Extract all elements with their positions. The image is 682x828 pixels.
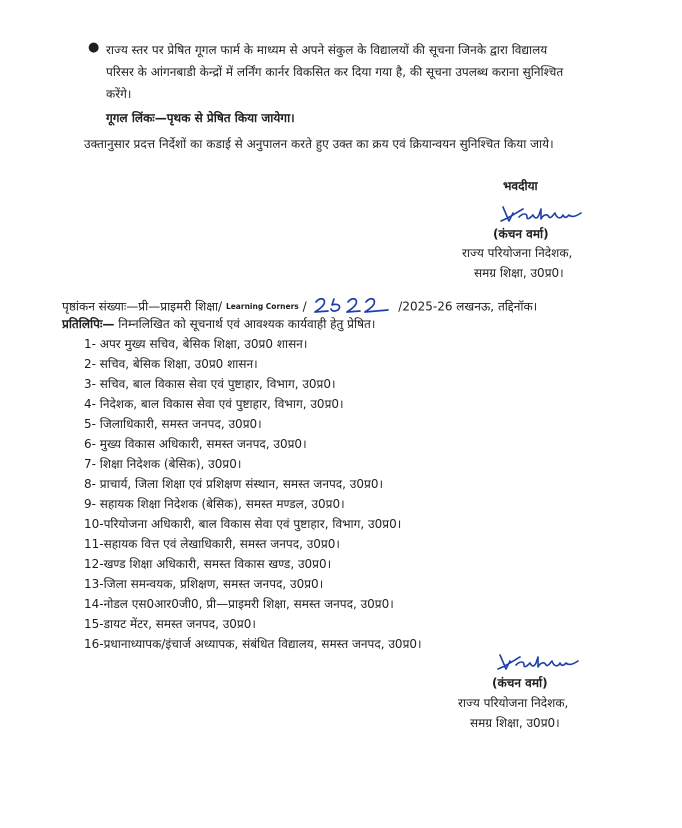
list-item: 9- सहायक शिक्षा निदेशक (बेसिक), समस्त मण्डल, उ0प्र0। bbox=[84, 497, 345, 511]
google-link-note: गूगल लिंकः—पृथक से प्रेषित किया जायेगा। bbox=[106, 111, 295, 125]
bullet-line-2: परिसर के आंगनबाडी केन्द्रों में लर्निंग कार्नर विकसित कर दिया गया है, की सूचना उपलब्ध कराना सुनिश्चित bbox=[106, 65, 564, 79]
list-item: 8- प्राचार्य, जिला शिक्षा एवं प्रशिक्षण संस्थान, समस्त जनपद, उ0प्र0। bbox=[84, 477, 384, 491]
list-item: 7- शिक्षा निदेशक (बेसिक), उ0प्र0। bbox=[84, 457, 242, 471]
signature-image-2 bbox=[494, 651, 582, 675]
instruction-paragraph: उक्तानुसार प्रदत्त निर्देशों का कडाई से अनुपालन करते हुए उक्त का क्रय एवं क्रियान्वयन सुनिश्चित किया जाये। bbox=[84, 137, 554, 151]
bullet-line-3: करेंगे। bbox=[106, 87, 132, 101]
bullet-icon: ● bbox=[88, 40, 100, 55]
endorsement-slash: / bbox=[302, 299, 307, 314]
signatory-office-1: समग्र शिक्षा, उ0प्र0। bbox=[474, 266, 564, 280]
copy-heading bbox=[62, 316, 375, 332]
signature-image-1 bbox=[497, 203, 585, 227]
copy-label: प्रतिलिपिः— bbox=[62, 317, 115, 331]
list-item: 1- अपर मुख्य सचिव, बेसिक शिक्षा, उ0प्र0 शासन। bbox=[84, 337, 308, 351]
closing-salutation: भवदीया bbox=[503, 179, 538, 193]
list-item: 4- निदेशक, बाल विकास सेवा एवं पुष्टाहार, विभाग, उ0प्र0। bbox=[84, 397, 344, 411]
endorsement-tag: Learning Corners bbox=[225, 302, 299, 311]
signatory-name-1: (कंचन वर्मा) bbox=[493, 227, 549, 241]
bullet-line-1: राज्य स्तर पर प्रेषित गूगल फार्म के माध्यम से अपने संकुल के विद्यालयों की सूचना जिनके द्वारा विद्यालय bbox=[106, 43, 548, 57]
list-item: 2- सचिव, बेसिक शिक्षा, उ0प्र0 शासन। bbox=[84, 357, 258, 371]
copy-text: निम्नलिखित को सूचनार्थ एवं आवश्यक कार्यवाही हेतु प्रेषित। bbox=[118, 317, 376, 331]
endorsement-line bbox=[62, 296, 537, 318]
dispatch-number-handwritten bbox=[312, 296, 392, 318]
list-item: 10-परियोजना अधिकारी, बाल विकास सेवा एवं पुष्टाहार, विभाग, उ0प्र0। bbox=[84, 517, 402, 531]
signatory-office-2: समग्र शिक्षा, उ0प्र0। bbox=[470, 716, 560, 730]
list-item: 11-सहायक वित्त एवं लेखाधिकारी, समस्त जनपद, उ0प्र0। bbox=[84, 537, 340, 551]
list-item: 3- सचिव, बाल विकास सेवा एवं पुष्टाहार, विभाग, उ0प्र0। bbox=[84, 377, 336, 391]
list-item: 14-नोडल एस0आर0जी0, प्री—प्राइमरी शिक्षा, समस्त जनपद, उ0प्र0। bbox=[84, 597, 394, 611]
list-item: 15-डायट मेंटर, समस्त जनपद, उ0प्र0। bbox=[84, 617, 256, 631]
list-item: 5- जिलाधिकारी, समस्त जनपद, उ0प्र0। bbox=[84, 417, 262, 431]
list-item: 6- मुख्य विकास अधिकारी, समस्त जनपद, उ0प्र0। bbox=[84, 437, 307, 451]
list-item: 13-जिला समन्वयक, प्रशिक्षण, समस्त जनपद, उ0प्र0। bbox=[84, 577, 324, 591]
list-item: 12-खण्ड शिक्षा अधिकारी, समस्त विकास खण्ड, उ0प्र0। bbox=[84, 557, 332, 571]
signatory-designation-2: राज्य परियोजना निदेशक, bbox=[458, 696, 569, 710]
signatory-name-2: (कंचन वर्मा) bbox=[492, 676, 548, 690]
endorsement-suffix: /2025-26 लखनऊ, तद्दिनॉक। bbox=[398, 299, 538, 314]
signatory-designation-1: राज्य परियोजना निदेशक, bbox=[462, 246, 573, 260]
list-item: 16-प्रधानाध्यापक/इंचार्ज अध्यापक, संबंधित विद्यालय, समस्त जनपद, उ0प्र0। bbox=[84, 637, 422, 651]
endorsement-prefix: पृष्ठांकन संख्याः—प्री—प्राइमरी शिक्षा/ bbox=[62, 299, 223, 314]
